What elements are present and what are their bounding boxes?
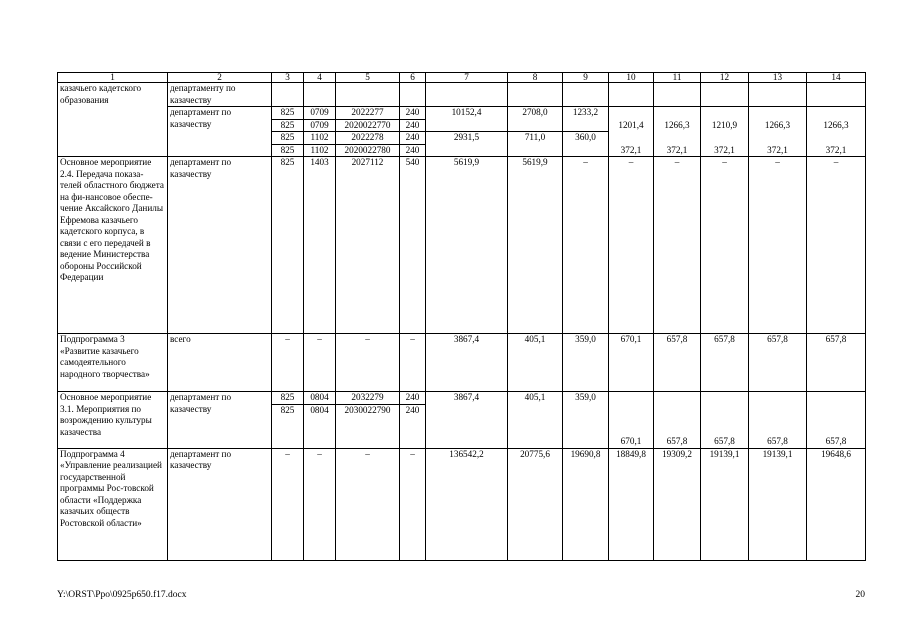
cell-c5: 2030022790 bbox=[336, 404, 400, 448]
header-cell: 11 bbox=[654, 73, 701, 83]
executor: департаменту по казачеству bbox=[168, 83, 272, 107]
cell-c4: 0804 bbox=[304, 392, 336, 405]
cell-c12: 1210,9 bbox=[701, 107, 749, 132]
cell-c6: 240 bbox=[400, 119, 426, 132]
header-cell: 14 bbox=[807, 73, 866, 83]
cell-c5: – bbox=[336, 334, 400, 392]
empty-cell bbox=[272, 83, 304, 107]
cell-c6: – bbox=[400, 448, 426, 560]
cell-c6: 240 bbox=[400, 132, 426, 145]
empty-cell bbox=[563, 83, 609, 107]
cell-c11: 19309,2 bbox=[654, 448, 701, 560]
cell-c3: 825 bbox=[272, 119, 304, 132]
empty-cell bbox=[807, 83, 866, 107]
table-row bbox=[58, 83, 866, 107]
cell-c9: 19690,8 bbox=[563, 448, 609, 560]
table-row bbox=[58, 157, 866, 334]
cell-c5: 2020022770 bbox=[336, 119, 400, 132]
cell-c9: 1233,2 bbox=[563, 107, 609, 120]
cell-c10: 670,1 bbox=[609, 392, 654, 449]
cell-c6: – bbox=[400, 334, 426, 392]
cell-c9: – bbox=[563, 157, 609, 334]
cell-c5: 2027112 bbox=[336, 157, 400, 334]
cell-c8: 405,1 bbox=[508, 334, 563, 392]
cell-c5: 2032279 bbox=[336, 392, 400, 405]
cell-c14: 19648,6 bbox=[807, 448, 866, 560]
cell-c4: – bbox=[304, 334, 336, 392]
executor: департамент по казачеству bbox=[168, 448, 272, 560]
cell-c6: 240 bbox=[400, 392, 426, 405]
header-cell: 9 bbox=[563, 73, 609, 83]
cell-c7: 5619,9 bbox=[426, 157, 508, 334]
cell-c3: – bbox=[272, 334, 304, 392]
cell-c3: 825 bbox=[272, 404, 304, 448]
table-row bbox=[58, 107, 866, 120]
cell-c7: 3867,4 bbox=[426, 334, 508, 392]
empty-cell bbox=[609, 83, 654, 107]
cell-c13: 372,1 bbox=[749, 132, 807, 157]
empty-cell bbox=[749, 83, 807, 107]
table-row bbox=[58, 448, 866, 560]
cell-c14: 657,8 bbox=[807, 334, 866, 392]
header-cell: 12 bbox=[701, 73, 749, 83]
empty-cell bbox=[426, 144, 508, 157]
cell-c12: – bbox=[701, 157, 749, 334]
cell-c3: 825 bbox=[272, 392, 304, 405]
cell-c11: 657,8 bbox=[654, 392, 701, 449]
cell-c7: 2931,5 bbox=[426, 132, 508, 145]
empty-cell bbox=[508, 119, 563, 132]
header-cell: 7 bbox=[426, 73, 508, 83]
empty-cell bbox=[563, 144, 609, 157]
cell-c3: 825 bbox=[272, 107, 304, 120]
cell-c5: – bbox=[336, 448, 400, 560]
cell-c11: – bbox=[654, 157, 701, 334]
header-cell: 10 bbox=[609, 73, 654, 83]
empty-cell bbox=[654, 83, 701, 107]
cell-c9: 360,0 bbox=[563, 132, 609, 145]
event-name: Основное мероприятие 2.4. Передача показа-телей областного бюджета на фи-нансовое обеспе-чение Аксайского Данилы Ефремова казачьего кадетского корпуса, в связи с его передачей в ведение Министерства обороны Российской Федерации bbox=[58, 157, 168, 334]
header-cell: 6 bbox=[400, 73, 426, 83]
page-number: 20 bbox=[855, 590, 865, 600]
cell-c11: 1266,3 bbox=[654, 107, 701, 132]
cell-c13: 19139,1 bbox=[749, 448, 807, 560]
table-row bbox=[58, 392, 866, 405]
cell-c6: 540 bbox=[400, 157, 426, 334]
empty-cell bbox=[426, 119, 508, 132]
cell-c8: 405,1 bbox=[508, 392, 563, 449]
cell-c4: 1102 bbox=[304, 144, 336, 157]
cell-c10: 1201,4 bbox=[609, 107, 654, 132]
event-name: Основное мероприятие 3.1. Мероприятия по возрождению культуры казачества bbox=[58, 392, 168, 449]
cell-c8: 20775,6 bbox=[508, 448, 563, 560]
cell-c4: 0709 bbox=[304, 107, 336, 120]
executor: департамент по казачеству bbox=[168, 157, 272, 334]
cell-c4: 1102 bbox=[304, 132, 336, 145]
header-cell: 13 bbox=[749, 73, 807, 83]
cell-c4: 0709 bbox=[304, 119, 336, 132]
cell-c14: 1266,3 bbox=[807, 107, 866, 132]
header-cell: 2 bbox=[168, 73, 272, 83]
empty-cell bbox=[304, 83, 336, 107]
table-row bbox=[58, 334, 866, 392]
cell-c13: 657,8 bbox=[749, 392, 807, 449]
cell-c11: 657,8 bbox=[654, 334, 701, 392]
cell-c10: 18849,8 bbox=[609, 448, 654, 560]
cell-c3: 825 bbox=[272, 157, 304, 334]
header-cell: 4 bbox=[304, 73, 336, 83]
cell-c3: 825 bbox=[272, 132, 304, 145]
empty-cell bbox=[336, 83, 400, 107]
cell-c3: 825 bbox=[272, 144, 304, 157]
header-cell: 5 bbox=[336, 73, 400, 83]
cell-c14: 372,1 bbox=[807, 132, 866, 157]
budget-table bbox=[57, 72, 866, 561]
empty-cell bbox=[508, 144, 563, 157]
cell-c8: 711,0 bbox=[508, 132, 563, 145]
cell-c8: 5619,9 bbox=[508, 157, 563, 334]
cell-c8: 2708,0 bbox=[508, 107, 563, 120]
executor: всего bbox=[168, 334, 272, 392]
header-cell: 3 bbox=[272, 73, 304, 83]
cell-c6: 240 bbox=[400, 404, 426, 448]
cell-c7: 136542,2 bbox=[426, 448, 508, 560]
header-cell: 8 bbox=[508, 73, 563, 83]
event-name: Подпрограмма 4 «Управление реализацией государственной программы Рос-товской области «Поддержка казачьих обществ Ростовской области» bbox=[58, 448, 168, 560]
cell-c12: 657,8 bbox=[701, 392, 749, 449]
cell-c5: 2022277 bbox=[336, 107, 400, 120]
cell-c4: – bbox=[304, 448, 336, 560]
cell-c10: 372,1 bbox=[609, 132, 654, 157]
executor: департамент по казачеству bbox=[168, 392, 272, 449]
cell-c13: – bbox=[749, 157, 807, 334]
header-row bbox=[58, 73, 866, 83]
cell-c10: – bbox=[609, 157, 654, 334]
empty-cell bbox=[563, 119, 609, 132]
cell-c6: 240 bbox=[400, 107, 426, 120]
footer-file-path: Y:\ORST\Ppo\0925p650.f17.docx bbox=[57, 590, 187, 600]
cell-c3: – bbox=[272, 448, 304, 560]
empty-cell bbox=[426, 83, 508, 107]
cell-c11: 372,1 bbox=[654, 132, 701, 157]
cell-c4: 1403 bbox=[304, 157, 336, 334]
cell-c12: 372,1 bbox=[701, 132, 749, 157]
event-name: казачьего кадетского образования bbox=[58, 83, 168, 157]
cell-c6: 240 bbox=[400, 144, 426, 157]
empty-cell bbox=[508, 83, 563, 107]
cell-c13: 1266,3 bbox=[749, 107, 807, 132]
cell-c5: 2022278 bbox=[336, 132, 400, 145]
cell-c14: – bbox=[807, 157, 866, 334]
cell-c12: 657,8 bbox=[701, 334, 749, 392]
header-cell: 1 bbox=[58, 73, 168, 83]
cell-c4: 0804 bbox=[304, 404, 336, 448]
event-name: Подпрограмма 3 «Развитие казачьего самодеятельного народного творчества» bbox=[58, 334, 168, 392]
empty-cell bbox=[400, 83, 426, 107]
cell-c7: 10152,4 bbox=[426, 107, 508, 120]
cell-c12: 19139,1 bbox=[701, 448, 749, 560]
executor: департамент по казачеству bbox=[168, 107, 272, 157]
cell-c9: 359,0 bbox=[563, 334, 609, 392]
cell-c14: 657,8 bbox=[807, 392, 866, 449]
cell-c5: 2020022780 bbox=[336, 144, 400, 157]
cell-c7: 3867,4 bbox=[426, 392, 508, 449]
empty-cell bbox=[701, 83, 749, 107]
cell-c10: 670,1 bbox=[609, 334, 654, 392]
cell-c9: 359,0 bbox=[563, 392, 609, 449]
cell-c13: 657,8 bbox=[749, 334, 807, 392]
